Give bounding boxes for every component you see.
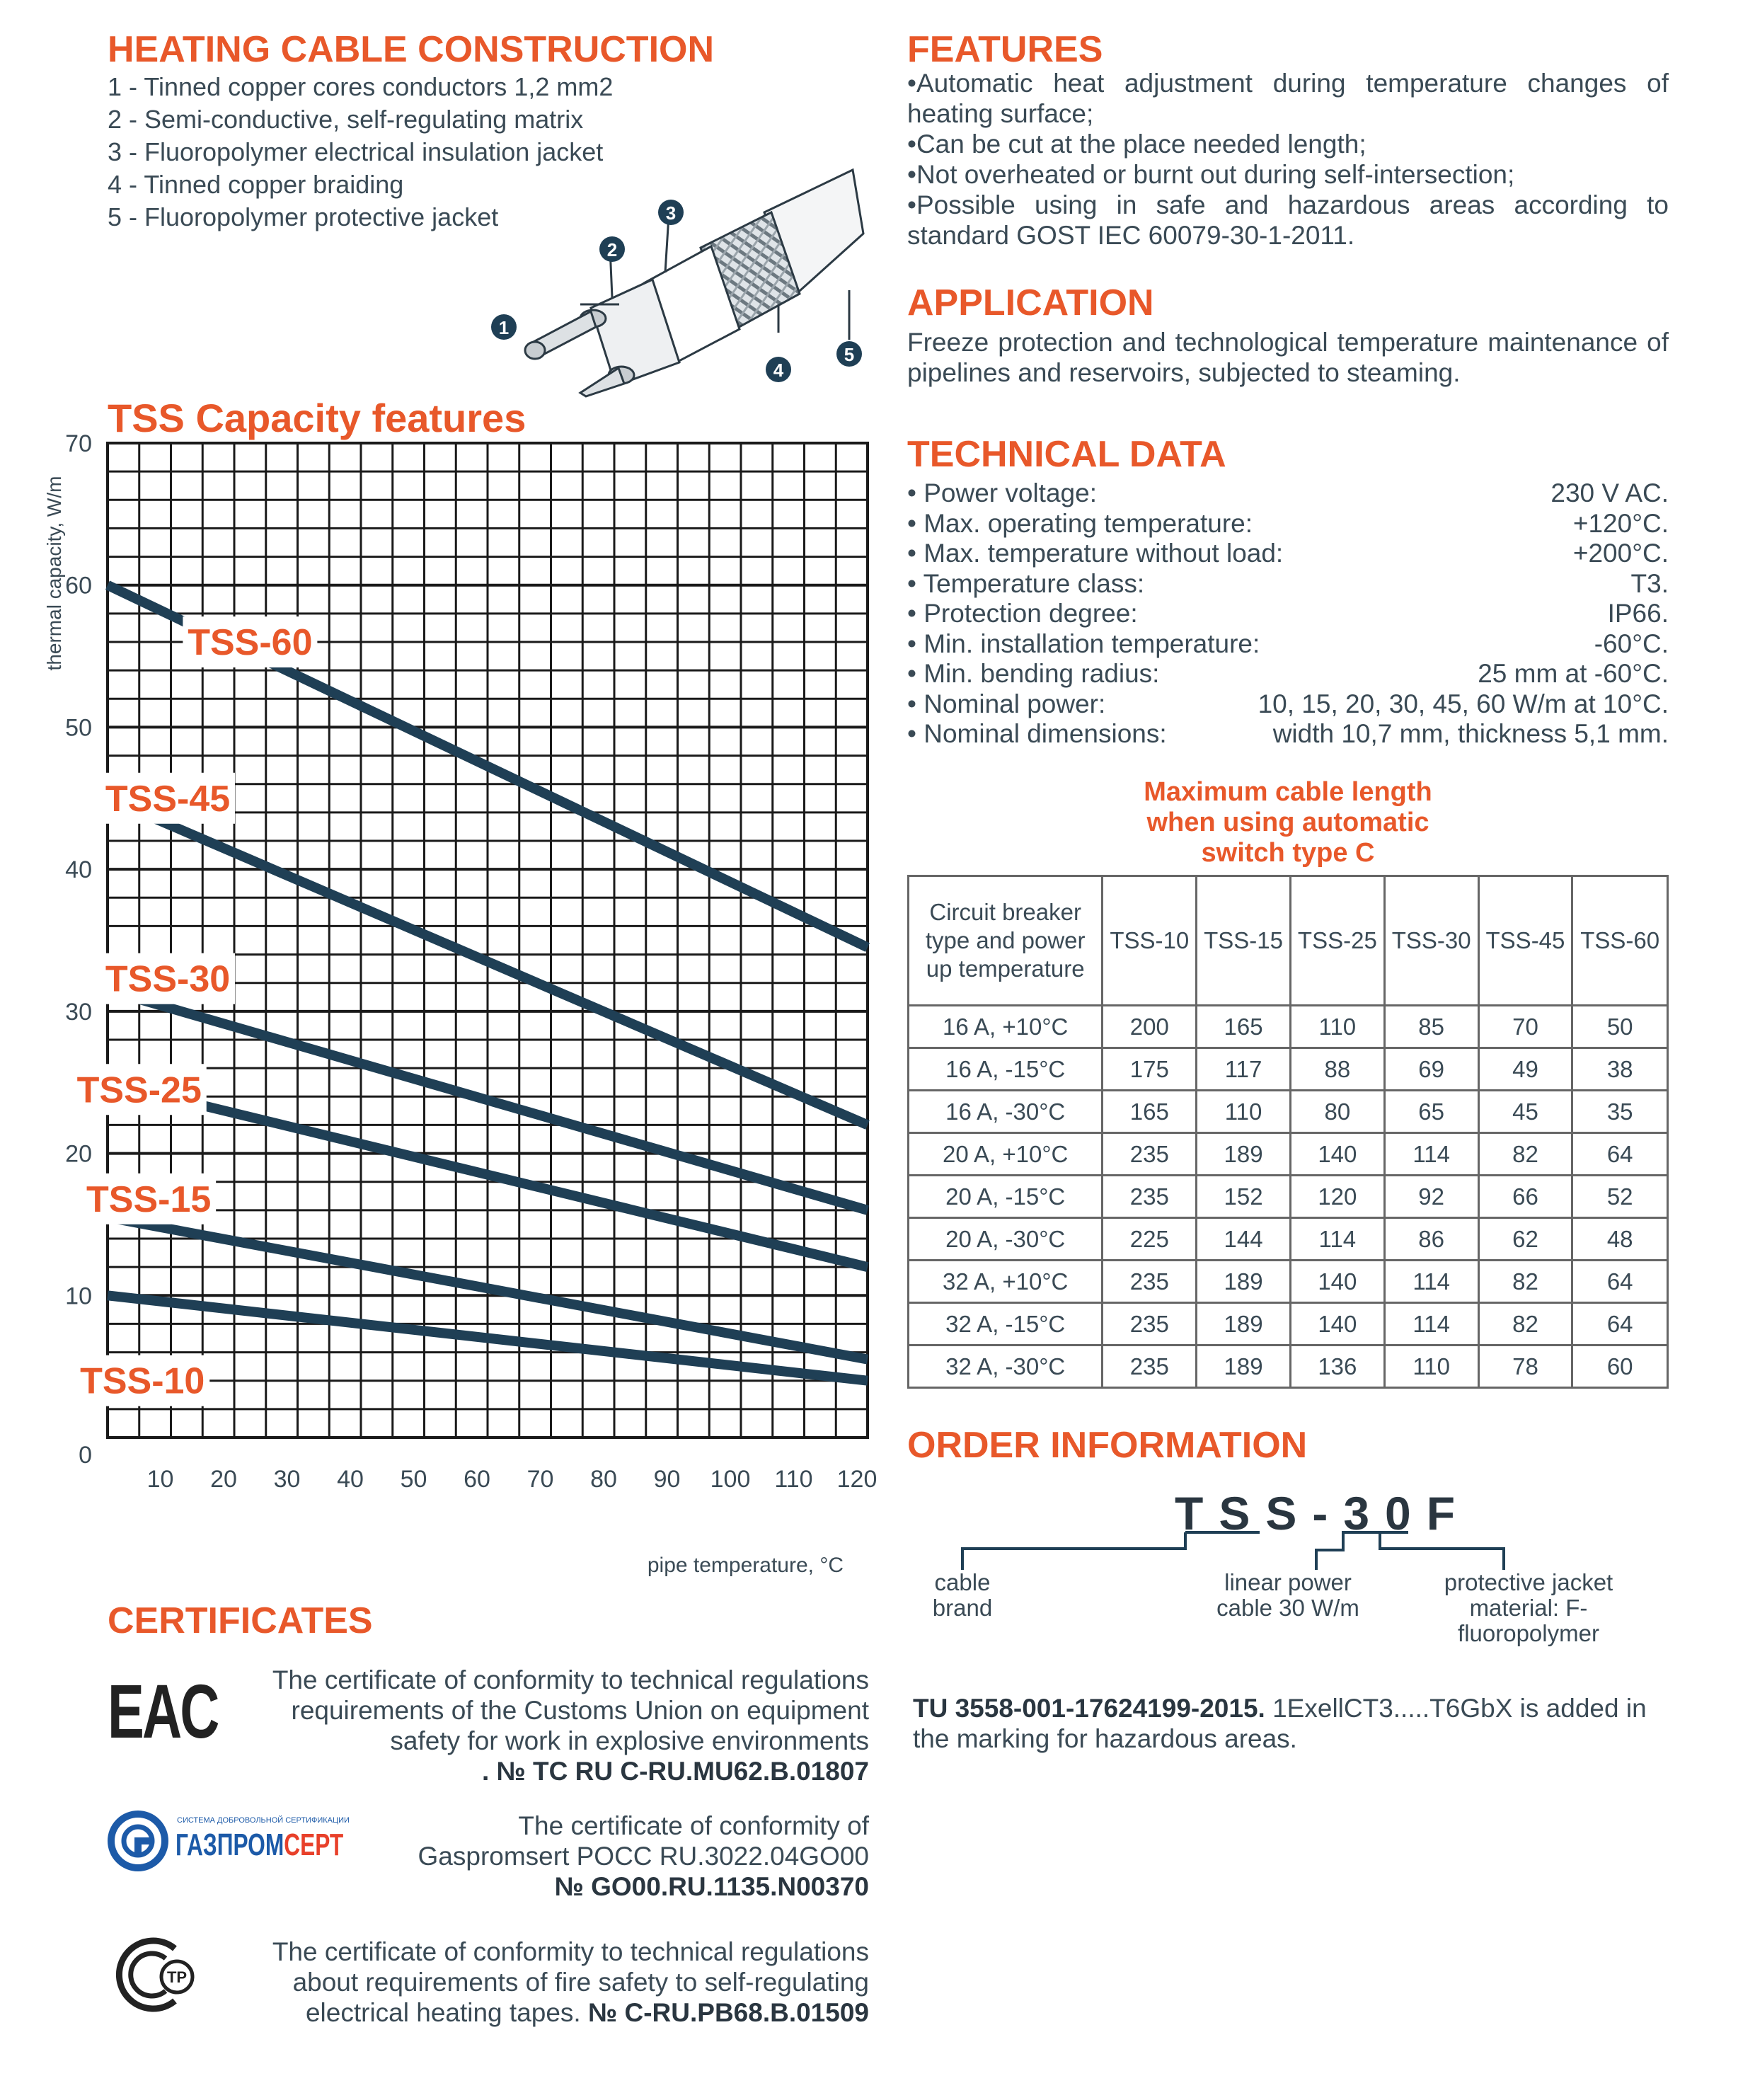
technical-label: • Min. bending radius: [907,659,1160,688]
table-cell: 82 [1478,1303,1572,1346]
x-tick-label: 60 [464,1466,490,1493]
svg-text:3: 3 [665,202,677,224]
callout-2 [599,236,625,262]
gazpromsert-logo: СИСТЕМА ДОБРОВОЛЬНОЙ СЕРТИФИКАЦИИ ГАЗПРОМСЕРТ [108,1811,341,1871]
table-cell: 140 [1290,1133,1384,1176]
table-cell: 110 [1384,1346,1478,1388]
list-item: 3 - Fluoropolymer electrical insulation jacket [108,137,604,166]
eac-logo: EAC [108,1668,218,1754]
table-row [909,1303,1668,1346]
table-cell: 114 [1384,1261,1478,1303]
table-cell: 60 [1572,1346,1668,1388]
table-cell: 189 [1197,1303,1291,1346]
technical-label: • Min. installation temperature: [907,629,1260,658]
table-cell: 70 [1478,1006,1572,1048]
list-item: 4 - Tinned copper braiding [108,170,404,199]
table-cell: 136 [1290,1346,1384,1388]
table-cell: 117 [1197,1048,1291,1091]
table-cell: 225 [1103,1218,1197,1261]
svg-text:5: 5 [844,344,855,365]
table-cell: 45 [1478,1091,1572,1133]
y-tick-label: 60 [65,572,92,599]
table-header-model: TSS-10 [1103,876,1197,1006]
table-cell: 235 [1103,1133,1197,1176]
technical-value: +120°C. [1572,508,1669,538]
x-axis-label: pipe temperature, °C [647,1554,844,1577]
y-tick-label: 30 [65,998,92,1026]
table-cell: 20 A, -30°C [909,1218,1103,1261]
table-header-breaker: Circuit breaker type and power up temperature [909,876,1103,1006]
gazpromsert-certificate-text: The certificate of conformity of Gaspromsert POCC RU.3022.04GO00 № GO00.RU.1135.N00370 [418,1811,869,1901]
features-list [907,68,1669,251]
list-item: •Possible using in safe and hazardous areas according to standard GOST IEC 60079-30-1-2011. [907,190,1669,250]
table-cell: 50 [1572,1006,1668,1048]
table-cell: 64 [1572,1261,1668,1303]
table-row [909,1218,1668,1261]
x-tick-label: 110 [774,1466,813,1493]
list-item: 2 - Semi-conductive, self-regulating matrix [108,105,584,134]
table-cell: 88 [1290,1048,1384,1091]
table-cell: 80 [1290,1091,1384,1133]
table-cell: 35 [1572,1091,1668,1133]
y-tick-label: 0 [79,1442,92,1469]
callout-1 [491,314,517,340]
y-tick-label: 50 [65,714,92,742]
technical-label: • Temperature class: [907,568,1145,598]
list-item: 1 - Tinned copper cores conductors 1,2 mm2 [108,72,614,101]
table-cell: 49 [1478,1048,1572,1091]
table-header-model: TSS-15 [1197,876,1291,1006]
table-cell: 114 [1384,1303,1478,1346]
technical-value: 10, 15, 20, 30, 45, 60 W/m at 10°C. [1258,689,1669,718]
table-row [909,1133,1668,1176]
table-cell: 86 [1384,1218,1478,1261]
y-axis-label: thermal capacity, W/m [43,476,65,671]
max-length-table [907,875,1669,1389]
technical-value: -60°C. [1594,629,1669,658]
table-cell: 165 [1197,1006,1291,1048]
table-cell: 32 A, +10°C [909,1261,1103,1303]
order-brackets [955,1529,1521,1571]
technical-label: • Max. temperature without load: [907,539,1284,568]
features-title: FEATURES [907,29,1103,70]
x-tick-label: 40 [337,1466,364,1493]
table-header-model: TSS-25 [1290,876,1384,1006]
list-item: •Can be cut at the place needed length; [907,130,1366,159]
order-label-jacket: protective jacket material: F- fluoropolymer [1444,1569,1613,1646]
eac-certificate-text: The certificate of conformity to technical regulations requirements of the Customs Union on equipment safety for work in explosive environments . № TC RU C-RU.MU62.B.01807 [272,1665,869,1786]
technical-label: • Protection degree: [907,599,1138,628]
table-row [909,1091,1668,1133]
x-tick-label: 10 [146,1466,174,1493]
table-cell: 175 [1103,1048,1197,1091]
table-cell: 32 A, -15°C [909,1303,1103,1346]
technical-label: • Nominal power: [907,689,1106,718]
x-tick-label: 90 [653,1466,681,1493]
application-text: Freeze protection and technological temperature maintenance of pipelines and reservoirs, subjected to steaming. [907,328,1669,387]
y-tick-label: 70 [65,430,92,457]
table-header-model: TSS-45 [1478,876,1572,1006]
table-cell: 48 [1572,1218,1668,1261]
max-length-title: Maximum cable length when using automatic switch type C [1144,777,1432,868]
table-cell: 52 [1572,1176,1668,1218]
table-cell: 110 [1197,1091,1291,1133]
table-header-model: TSS-30 [1384,876,1478,1006]
technical-value: width 10,7 mm, thickness 5,1 mm. [1272,719,1669,748]
order-title: ORDER INFORMATION [907,1425,1308,1466]
technical-label: • Max. operating temperature: [907,508,1253,538]
x-tick-label: 50 [400,1466,427,1493]
technical-label: • Power voltage: [907,478,1097,507]
table-cell: 235 [1103,1346,1197,1388]
table-cell: 82 [1478,1261,1572,1303]
svg-text:2: 2 [606,239,618,260]
order-label-power: linear power cable 30 W/m [1216,1569,1359,1621]
technical-title: TECHNICAL DATA [907,434,1226,475]
table-cell: 114 [1290,1218,1384,1261]
gazpromsert-emblem-icon [108,1811,171,1871]
table-cell: 189 [1197,1261,1291,1303]
table-cell: 69 [1384,1048,1478,1091]
series-label: TSS-15 [86,1178,212,1220]
tu-note: TU 3558-001-17624199-2015. 1ExellCT3.....T6GbX is added in the marking for hazardous areas. [913,1694,1647,1753]
table-cell: 82 [1478,1133,1572,1176]
table-cell: 20 A, +10°C [909,1133,1103,1176]
table-cell: 152 [1197,1176,1291,1218]
capacity-chart [35,430,885,1577]
x-tick-label: 120 [836,1466,878,1493]
technical-label: • Nominal dimensions: [907,719,1167,748]
x-tick-label: 80 [590,1466,617,1493]
y-tick-label: 10 [65,1283,92,1310]
table-cell: 144 [1197,1218,1291,1261]
table-cell: 16 A, -30°C [909,1091,1103,1133]
table-cell: 64 [1572,1133,1668,1176]
cable-illustration [467,163,870,396]
table-cell: 114 [1384,1133,1478,1176]
table-cell: 38 [1572,1048,1668,1091]
chart-title: TSS Capacity features [108,396,526,440]
technical-value: 25 mm at -60°C. [1478,659,1669,688]
table-cell: 235 [1103,1176,1197,1218]
series-label: TSS-45 [105,778,231,820]
x-tick-label: 70 [526,1466,554,1493]
x-tick-label: 30 [273,1466,301,1493]
table-row [909,1006,1668,1048]
fire-safety-logo-icon [108,1936,200,2014]
table-row [909,1176,1668,1218]
certificates-title: CERTIFICATES [108,1600,373,1641]
table-cell: 200 [1103,1006,1197,1048]
callout-5 [836,341,862,367]
list-item: •Automatic heat adjustment during temperature changes of heating surface; [907,69,1669,128]
series-label: TSS-60 [188,622,313,663]
table-cell: 16 A, +10°C [909,1006,1103,1048]
svg-text:4: 4 [773,360,784,381]
table-header-model: TSS-60 [1572,876,1668,1006]
callout-3 [658,200,684,225]
application-title: APPLICATION [907,282,1154,323]
y-tick-label: 20 [65,1140,92,1168]
x-tick-label: 100 [710,1466,751,1493]
series-label: TSS-10 [80,1360,205,1402]
table-cell: 62 [1478,1218,1572,1261]
series-label: TSS-25 [76,1069,202,1111]
technical-value: IP66. [1607,599,1669,628]
table-cell: 66 [1478,1176,1572,1218]
y-tick-label: 40 [65,856,92,884]
table-cell: 235 [1103,1261,1197,1303]
table-row [909,1261,1668,1303]
table-cell: 140 [1290,1303,1384,1346]
table-row [909,1048,1668,1091]
table-cell: 165 [1103,1091,1197,1133]
technical-value: T3. [1630,568,1669,598]
list-item: 5 - Fluoropolymer protective jacket [108,202,499,231]
table-cell: 92 [1384,1176,1478,1218]
callout-4 [766,357,791,382]
table-cell: 16 A, -15°C [909,1048,1103,1091]
fire-certificate-text: The certificate of conformity to technical regulations about requirements of fire safety to self-regulating electrical heating tapes. № C-RU.PB68.B.01509 [272,1937,869,2027]
table-cell: 65 [1384,1091,1478,1133]
list-item: •Not overheated or burnt out during self-intersection; [907,160,1515,189]
svg-text:ТР: ТР [166,1968,188,1986]
order-label-brand: cable brand [932,1569,993,1621]
table-row [909,1346,1668,1388]
table-cell: 32 A, -30°C [909,1346,1103,1388]
table-cell: 235 [1103,1303,1197,1346]
table-cell: 189 [1197,1346,1291,1388]
table-cell: 64 [1572,1303,1668,1346]
x-tick-label: 20 [210,1466,237,1493]
table-cell: 120 [1290,1176,1384,1218]
table-cell: 85 [1384,1006,1478,1048]
table-cell: 78 [1478,1346,1572,1388]
order-code: TSS-30F [1175,1487,1471,1539]
table-cell: 20 A, -15°C [909,1176,1103,1218]
table-cell: 140 [1290,1261,1384,1303]
technical-value: 230 V AC. [1550,478,1669,507]
table-cell: 189 [1197,1133,1291,1176]
svg-text:1: 1 [498,317,510,338]
table-cell: 110 [1290,1006,1384,1048]
series-label: TSS-30 [105,958,231,1000]
technical-value: +200°C. [1572,539,1669,568]
construction-title: HEATING CABLE CONSTRUCTION [108,29,715,70]
